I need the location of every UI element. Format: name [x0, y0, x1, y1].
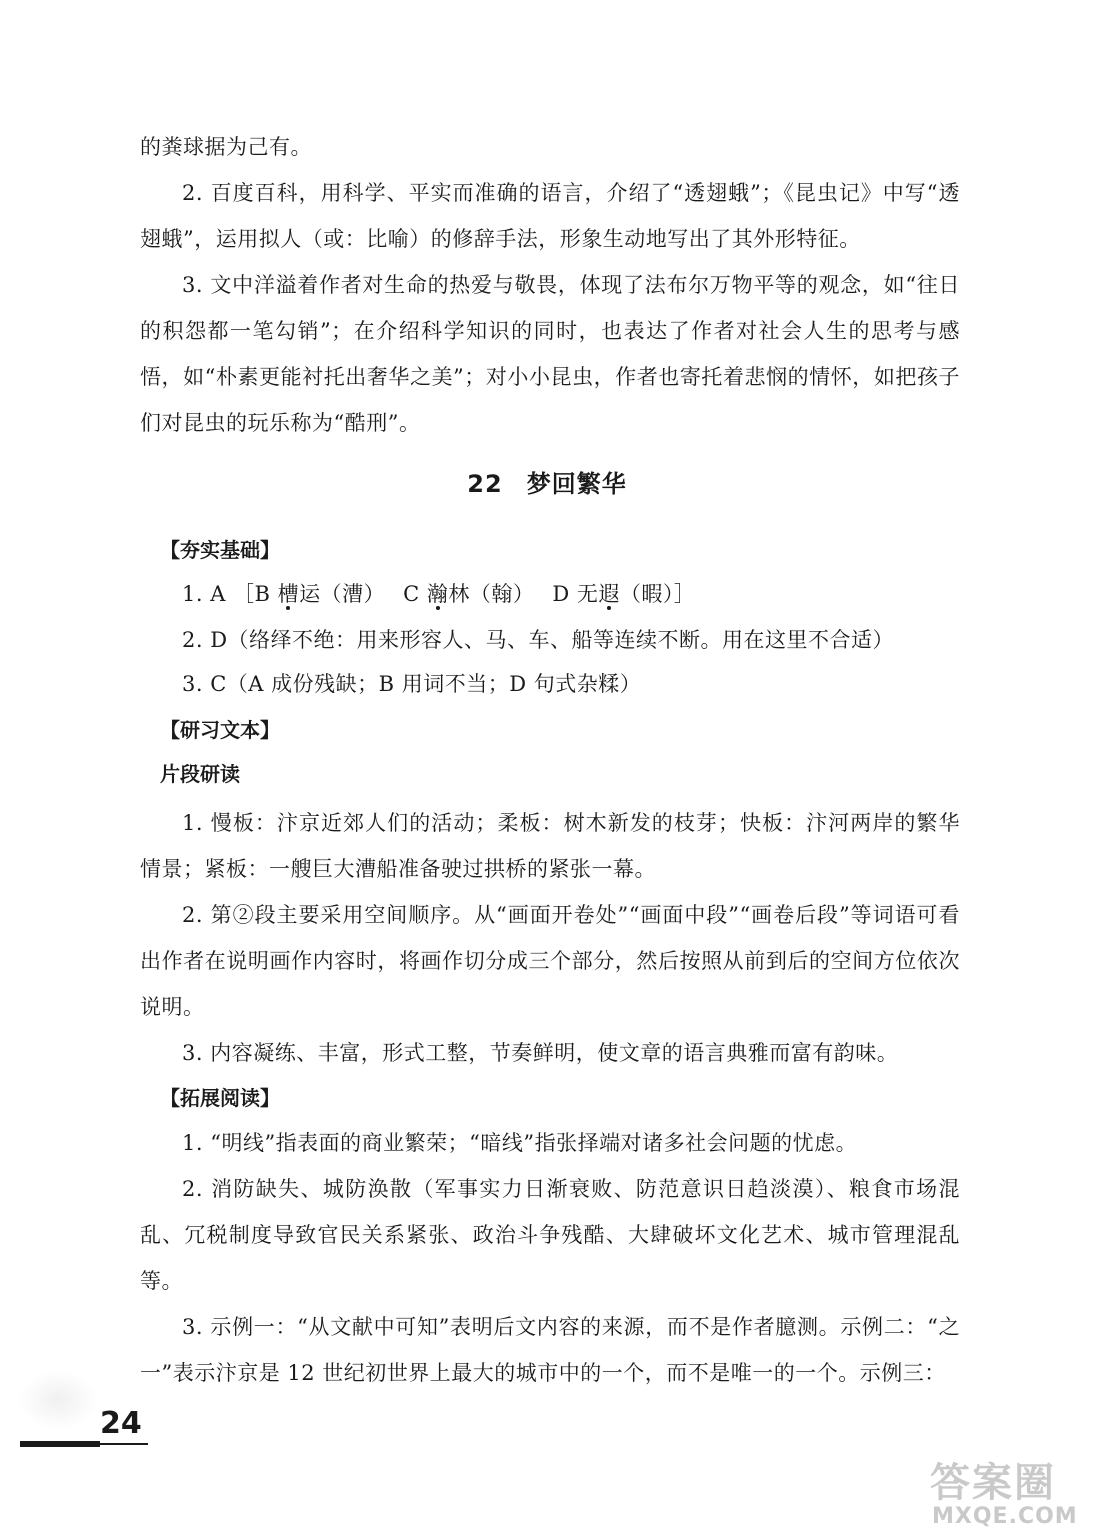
- watermark-logo-text: 答案圈: [930, 1460, 1056, 1506]
- emphasis-char: 槽: [277, 582, 300, 606]
- emphasis-char: 遐: [598, 582, 620, 606]
- lesson-number: 22: [467, 470, 503, 498]
- extend-answer-3: 3. 示例一：“从文献中可知”表明后文内容的来源，而不是作者臆测。示例二：“之一”表示汴京是 12 世纪初世界上最大的城市中的一个，而不是唯一的一个。示例三：: [140, 1315, 960, 1385]
- foundation-answer-2: 2. D（络绎不绝：用来形容人、马、车、船等连续不断。用在这里不合适）: [182, 628, 895, 652]
- study-answer-2: 2. 第②段主要采用空间顺序。从“画面开卷处”“画面中段”“画卷后段”等词语可看出作者在说明画作内容时，将画作切分成三个部分，然后按照从前到后的空间方位依次说明。: [140, 903, 960, 1019]
- prev-answer-3: 3. 文中洋溢着作者对生命的热爱与敬畏，体现了法布尔万物平等的观念，如“往日的积怨都一笔勾销”；在介绍科学知识的同时，也表达了作者对社会人生的思考与感悟，如“朴素更能衬托出奢华之美”；对小小昆虫，作者也寄托着悲悯的情怀，如把孩子们对昆虫的玩乐称为“酷刑”。: [140, 273, 960, 435]
- study-answer-1: 1. 慢板：汴京近郊人们的活动；柔板：树木新发的枝芽；快板：汴河两岸的繁华情景；紧板：一艘巨大漕船准备驶过拱桥的紧张一幕。: [140, 811, 960, 881]
- subheading-excerpt: 片段研读: [160, 762, 240, 786]
- study-answer-3: 3. 内容凝练、丰富，形式工整，节奏鲜明，使文章的语言典雅而富有韵味。: [182, 1041, 899, 1065]
- site-watermark: [930, 1460, 1090, 1532]
- page-number: 24: [100, 1406, 142, 1441]
- extend-answer-2: 2. 消防缺失、城防涣散（军事实力日渐衰败、防范意识日趋淡漠）、粮食市场混乱、冗税制度导致官民关系紧张、政治斗争残酷、大肆破坏文化艺术、城市管理混乱等。: [140, 1177, 960, 1293]
- foundation-answer-1: 1. A ［B 槽运（漕） C 瀚林（翰） D 无遐（暇）］: [182, 582, 696, 606]
- section-heading-foundation: 【夯实基础】: [160, 538, 280, 562]
- section-heading-study: 【研习文本】: [160, 718, 280, 742]
- footer-bar: [20, 1441, 100, 1447]
- watermark-url: MXQE.COM: [932, 1504, 1078, 1529]
- lesson-title: [0, 462, 1094, 506]
- prev-answer-2: 2. 百度百科，用科学、平实而准确的语言，介绍了“透翅蛾”；《昆虫记》中写“透翅蛾”，运用拟人（或：比喻）的修辞手法，形象生动地写出了其外形特征。: [140, 181, 960, 251]
- section-heading-extend: 【拓展阅读】: [160, 1086, 280, 1110]
- emphasis-char: 瀚: [426, 582, 449, 606]
- prev-continuation-line: 的粪球据为己有。: [140, 135, 312, 159]
- extend-answer-1: 1. “明线”指表面的商业繁荣；“暗线”指张择端对诸多社会问题的忧虑。: [182, 1131, 858, 1155]
- foundation-answer-3: 3. C（A 成份残缺；B 用词不当；D 句式杂糅）: [182, 672, 642, 696]
- lesson-name: 梦回繁华: [526, 470, 627, 498]
- scan-smudge: [18, 1370, 98, 1430]
